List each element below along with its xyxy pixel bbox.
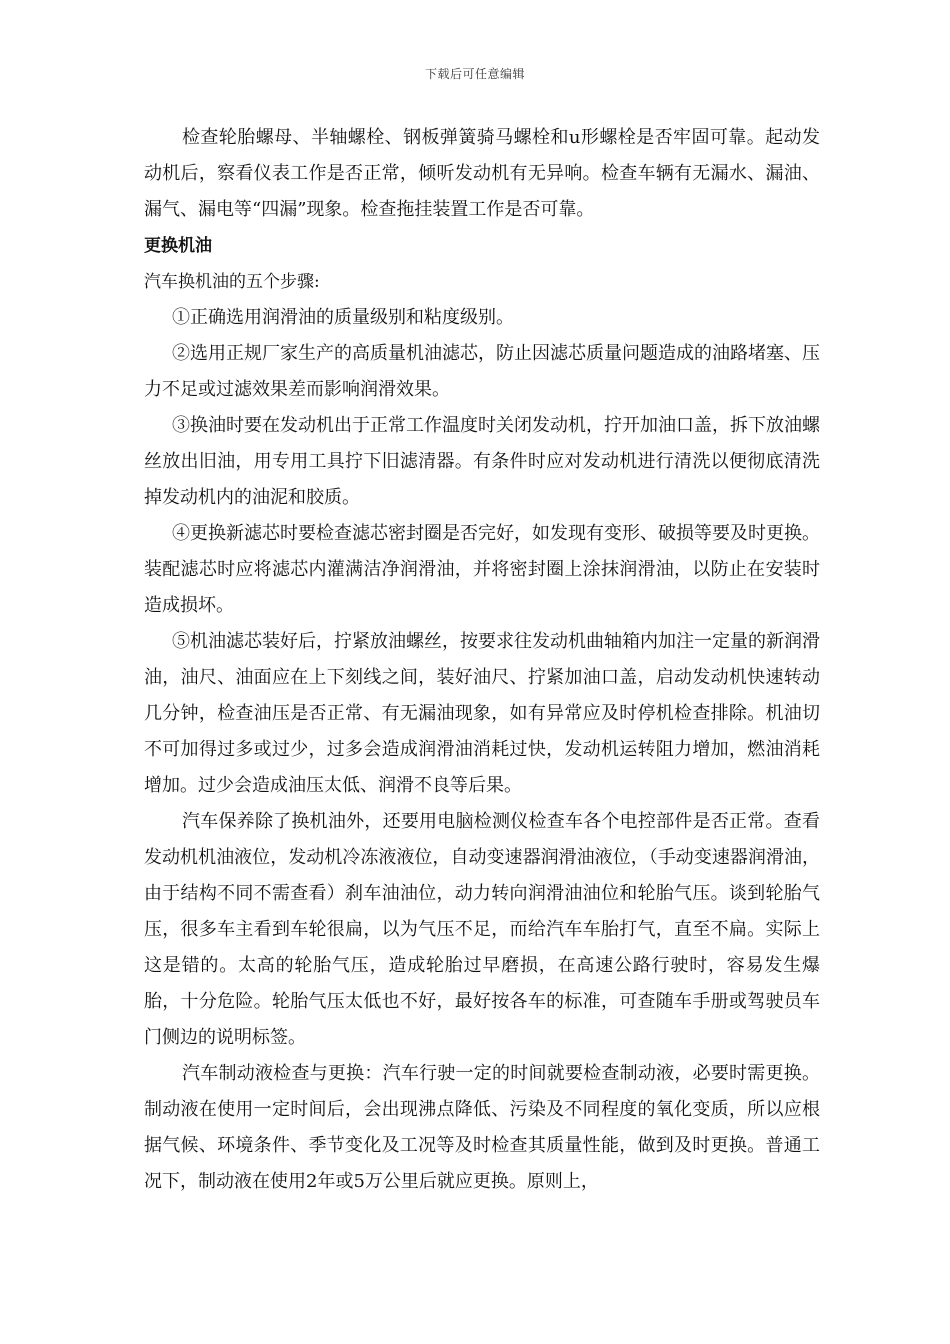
page-header-note: 下载后可任意编辑 [424,67,525,81]
paragraph-steps-intro: 汽车换机油的五个步骤: [144,272,320,292]
paragraph-step-1: ①正确选用润滑油的质量级别和粘度级别。 [172,307,514,328]
paragraph-inspection: 检查轮胎螺母、半轴螺栓、钢板弹簧骑马螺栓和u形螺栓是否牢固可靠。起动发动机后，察看仪表工作是否正常，倾听发动机有无异响。检查车辆有无漏水、漏油、漏气、漏电等“四漏”现象。检查拖挂装置工作是否可靠。 [144,127,820,220]
paragraph-step-4: ④更换新滤芯时要检查滤芯密封圈是否完好，如发现有变形、破损等要及时更换。装配滤芯时应将滤芯内灌满洁净润滑油，并将密封圈上涂抹润滑油，以防止在安装时造成损坏。 [144,523,820,616]
section-heading-oil-change: 更换机油 [144,236,212,256]
paragraph-step-3: ③换油时要在发动机出于正常工作温度时关闭发动机，拧开加油口盖，拆下放油螺丝放出旧油，用专用工具拧下旧滤清器。有条件时应对发动机进行清洗以便彻底清洗掉发动机内的油泥和胶质。 [144,415,820,508]
paragraph-maintenance-checks: 汽车保养除了换机油外，还要用电脑检测仪检查车各个电控部件是否正常。查看发动机机油液位，发动机冷冻液液位，自动变速器润滑油液位，（手动变速器润滑油，由于结构不同不需查看）刹车油油位，动力转向润滑油油位和轮胎气压。谈到轮胎气压，很多车主看到车轮很扁，以为气压不足，而给汽车车胎打气，直至不扁。实际上这是错的。太高的轮胎气压，造成轮胎过早磨损，在高速公路行驶时，容易发生爆胎，十分危险。轮胎气压太低也不好，最好按各车的标准，可查随车手册或驾驶员车门侧边的说明标签。 [144,811,820,1048]
document-body [144,120,820,1200]
paragraph-step-5: ⑤机油滤芯装好后，拧紧放油螺丝，按要求往发动机曲轴箱内加注一定量的新润滑油，油尺、油面应在上下刻线之间，装好油尺、拧紧加油口盖，启动发动机快速转动几分钟，检查油压是否正常、有无漏油现象，如有异常应及时停机检查排除。机油切不可加得过多或过少，过多会造成润滑油消耗过快，发动机运转阻力增加，燃油消耗增加。过少会造成油压太低、润滑不良等后果。 [144,631,820,796]
paragraph-step-2: ②选用正规厂家生产的高质量机油滤芯，防止因滤芯质量问题造成的油路堵塞、压力不足或过滤效果差而影响润滑效果。 [144,343,820,400]
paragraph-brake-fluid: 汽车制动液检查与更换：汽车行驶一定的时间就要检查制动液，必要时需更换。制动液在使用一定时间后，会出现沸点降低、污染及不同程度的氧化变质，所以应根据气候、环境条件、季节变化及工况等及时检查其质量性能，做到及时更换。普通工况下，制动液在使用2年或5万公里后就应更换。原则上， [144,1063,820,1192]
